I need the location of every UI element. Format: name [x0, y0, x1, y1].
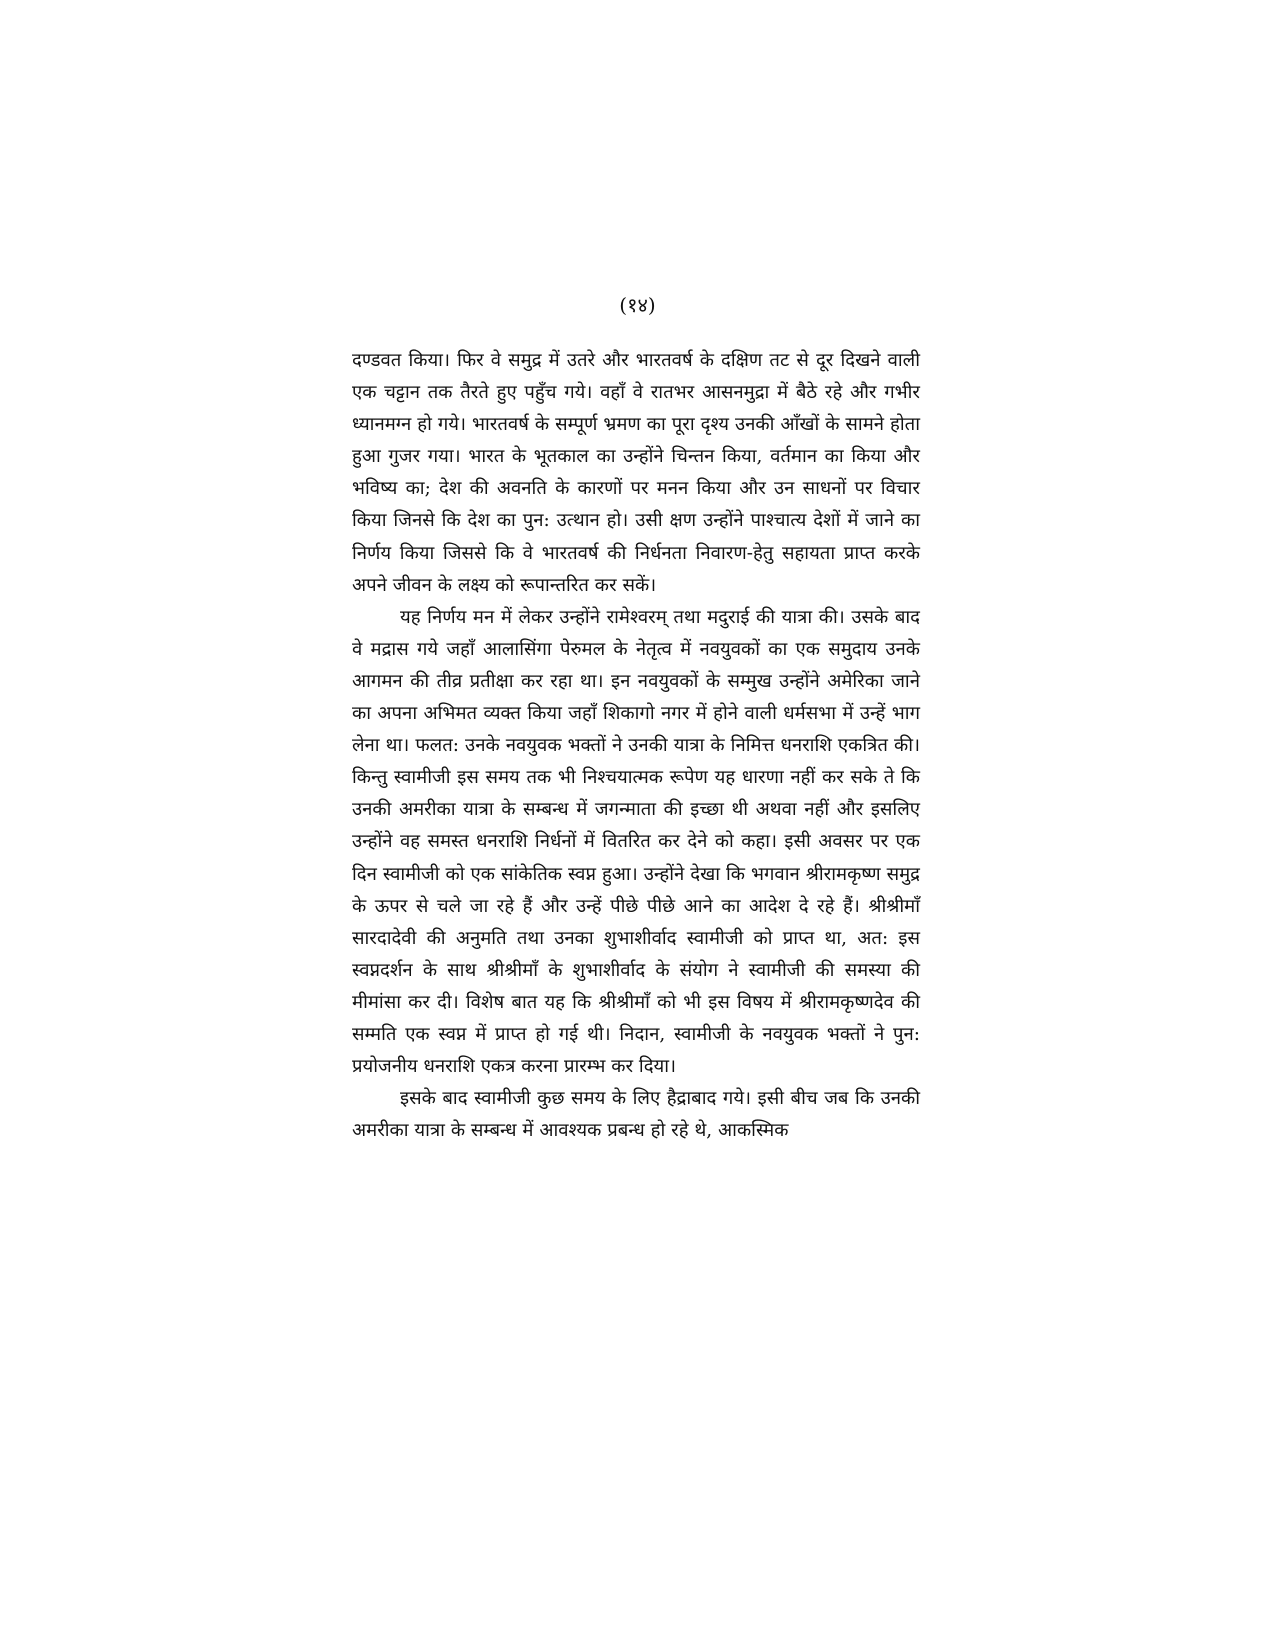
body-text — [352, 345, 920, 1147]
page-number: (१४) — [619, 293, 656, 317]
paragraph-3: इसके बाद स्वामीजी कुछ समय के लिए हैद्राबाद गये। इसी बीच जब कि उनकी अमरीका यात्रा के सम्बन्ध में आवश्यक प्रबन्ध हो रहे थे, आकस्मिक — [352, 1088, 920, 1142]
paragraph-2: यह निर्णय मन में लेकर उन्होंने रामेश्वरम् तथा मदुराई की यात्रा की। उसके बाद वे मद्रास गये जहाँ आलासिंगा पेरुमल के नेतृत्व में नवयुवकों का एक समुदाय उनके आगमन की तीव्र प्रतीक्षा कर रहा था। इन नवयुवकों के सम्मुख उन्होंने अमेरिका जाने का अपना अभिमत व्यक्त किया जहाँ शिकागो नगर में होने वाली धर्मसभा में उन्हें भाग लेना था। फलत: उनके नवयुवक भक्तों ने उनकी यात्रा के निमित्त धनराशि एकत्रित की। किन्तु स्वामीजी इस समय तक भी निश्चयात्मक रूपेण यह धारणा नहीं कर सके ते कि उनकी अमरीका यात्रा के सम्बन्ध में जगन्माता की इच्छा थी अथवा नहीं और इसलिए उन्होंने वह समस्त धनराशि निर्धनों में वितरित कर देने को कहा। इसी अवसर पर एक दिन स्वामीजी को एक सांकेतिक स्वप्न हुआ। उन्होंने देखा कि भगवान श्रीरामकृष्ण समुद्र के ऊपर से चले जा रहे हैं और उन्हें पीछे पीछे आने का आदेश दे रहे हैं। श्रीश्रीमाँ सारदादेवी की अनुमति तथा उनका शुभाशीर्वाद स्वामीजी को प्राप्त था, अत: इस स्वप्नदर्शन के साथ श्रीश्रीमाँ के शुभाशीर्वाद के संयोग ने स्वामीजी की समस्या की मीमांसा कर दी। विशेष बात यह कि श्रीश्रीमाँ को भी इस विषय में श्रीरामकृष्णदेव की सम्मति एक स्वप्न में प्राप्त हो गई थी। निदान, स्वामीजी के नवयुवक भक्तों ने पुन: प्रयोजनीय धनराशि एकत्र करना प्रारम्भ कर दिया। — [352, 606, 920, 1078]
paragraph-1: दण्डवत किया। फिर वे समुद्र में उतरे और भारतवर्ष के दक्षिण तट से दूर दिखने वाली एक चट्टान तक तैरते हुए पहुँच गये। वहाँ वे रातभर आसनमुद्रा में बैठे रहे और गभीर ध्यानमग्न हो गये। भारतवर्ष के सम्पूर्ण भ्रमण का पूरा दृश्य उनकी आँखों के सामने होता हुआ गुजर गया। भारत के भूतकाल का उन्होंने चिन्तन किया, वर्तमान का किया और भविष्य का; देश की अवनति के कारणों पर मनन किया और उन साधनों पर विचार किया जिनसे कि देश का पुन: उत्थान हो। उसी क्षण उन्होंने पाश्चात्य देशों में जाने का निर्णय किया जिससे कि वे भारतवर्ष की निर्धनता निवारण-हेतु सहायता प्राप्त करके अपने जीवन के लक्ष्य को रूपान्तरित कर सकें। — [352, 350, 920, 596]
